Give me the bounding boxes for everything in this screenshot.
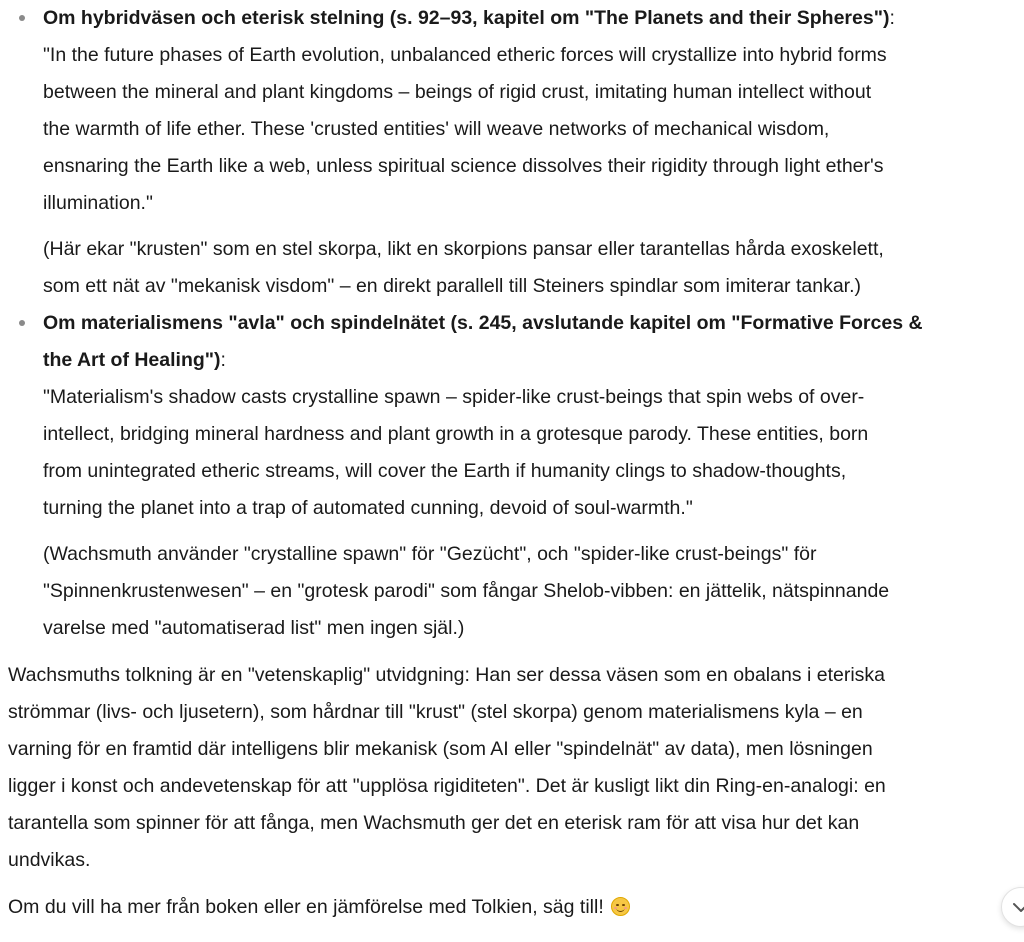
- chevron-down-icon: [1011, 901, 1024, 915]
- bullet-dot-icon: [19, 15, 25, 21]
- note-text: (Wachsmuth använder "crystalline spawn" för "Gezücht", och "spider-like crust-beings" för "Spinnenkrustenwesen" – en "grotesk parodi" som fångar Shelob-vibben: en jättelik, nätspinnande varelse med "automatiserad list" men ingen själ.): [43, 543, 890, 639]
- list-item: [8, 0, 1008, 305]
- summary-paragraph: Wachsmuths tolkning är en "vetenskaplig" utvidgning: Han ser dessa väsen som en obalans i eteriska strömmar (livs- och ljusetern), som hårdnar till "krust" (stel skorpa) genom materialismens kyla – en varning för en framtid där intelligens blir mekanisk (som AI eller "spindelnät" av data), men lösningen ligger i konst och andevetenskap för att "upplösa rigiditeten". Det är kusligt likt din Ring-en-analogi: en tarantella som spinner för att fånga, men Wachsmuth ger det en eterisk ram för att visa hur det kan undvikas.: [8, 664, 886, 871]
- bullet-heading: Om hybridväsen och eterisk stelning (s. 92–93, kapitel om "The Planets and their Spheres"):: [43, 7, 895, 29]
- closing-paragraph: Om du vill ha mer från boken eller en jämförelse med Tolkien, säg till!: [8, 889, 1008, 926]
- assistant-message: [8, 0, 1008, 926]
- bullet-heading: Om materialismens "avla" och spindelnätet (s. 245, avslutande kapitel om "Formative Forces & the Art of Healing"):: [43, 312, 923, 371]
- smiling-face-icon: [611, 897, 630, 916]
- list-item: [8, 305, 1008, 647]
- quote-text: "Materialism's shadow casts crystalline spawn – spider-like crust-beings that spin webs of over- intellect, bridging mineral hardness and plant growth in a grotesque parody. These entities, born from unintegrated etheric streams, will cover the Earth if humanity clings to shadow-thoughts, turning the planet into a trap of automated cunning, devoid of soul-warmth.": [43, 386, 869, 519]
- note-text: (Här ekar "krusten" som en stel skorpa, likt en skorpions pansar eller tarantellas hårda exoskelett, som ett nät av "mekanisk visdom" – en direkt parallell till Steiners spindlar som imiterar tankar.): [43, 238, 884, 297]
- bullet-list: [8, 0, 1008, 647]
- quote-text: "In the future phases of Earth evolution, unbalanced etheric forces will crystallize into hybrid forms between the mineral and plant kingdoms – beings of rigid crust, imitating human intellect without the warmth of life ether. These 'crusted entities' will weave networks of mechanical wisdom, ensnaring the Earth like a web, unless spiritual science dissolves their rigidity through light ether's illumination.": [43, 44, 887, 214]
- bullet-dot-icon: [19, 320, 25, 326]
